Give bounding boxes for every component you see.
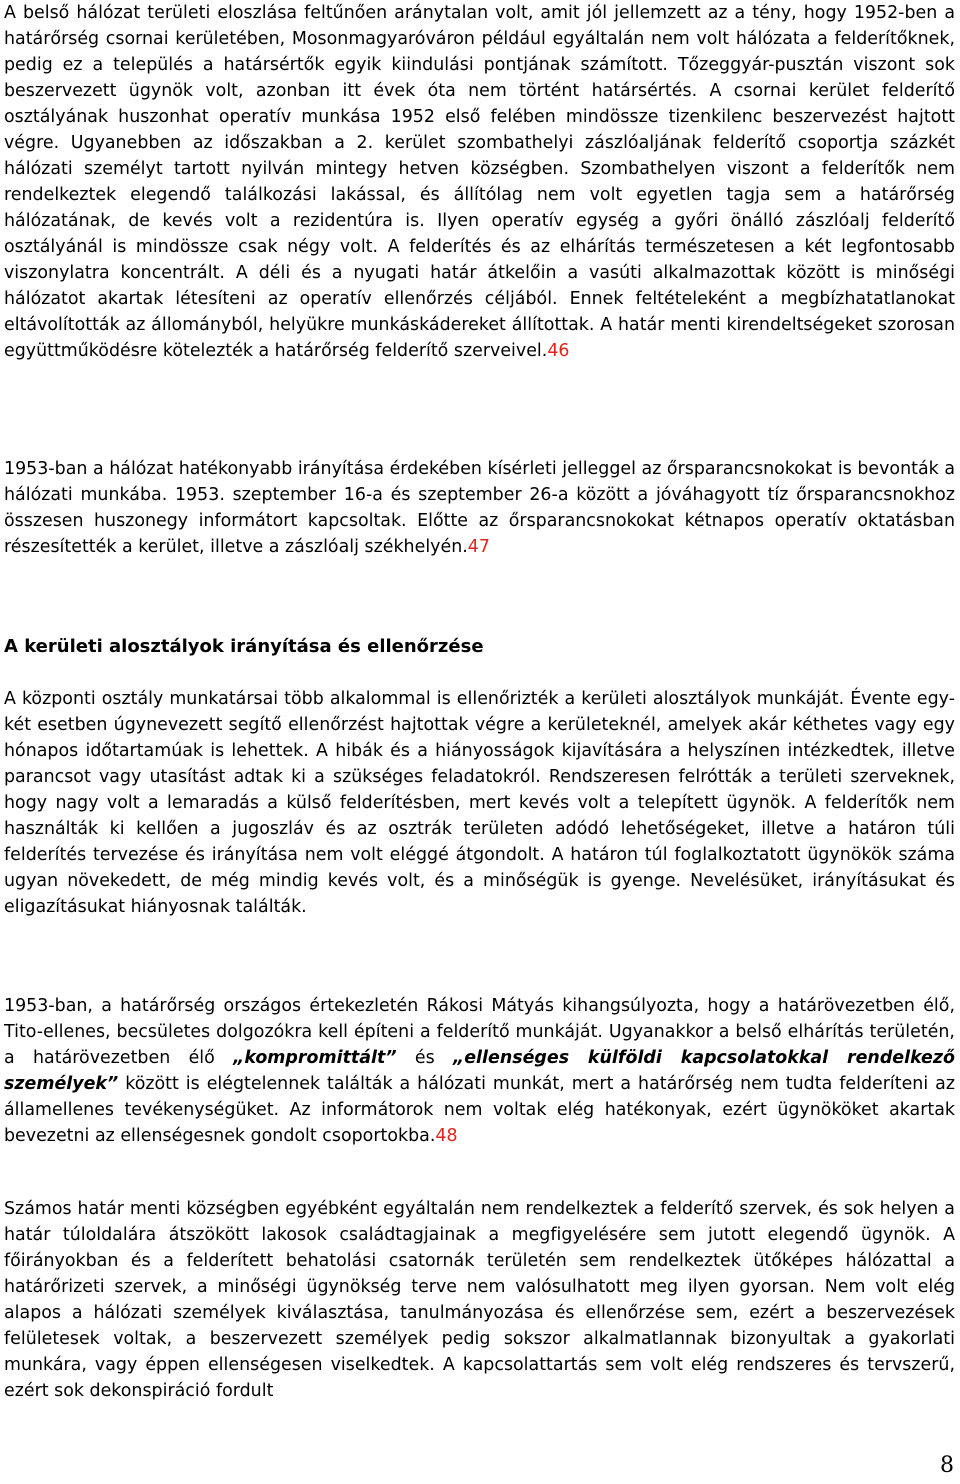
paragraph-central-inspection (4, 686, 955, 920)
emphasis-compromised: „kompromittált” (233, 1048, 397, 1068)
paragraph-national-conference (4, 993, 955, 1149)
page-number: 8 (940, 1453, 954, 1478)
paragraph-border-villages (4, 1196, 955, 1404)
emphasis-hostile-contacts: „ellenséges külföldi kapcsolatokkal rendelkező személyek” (4, 1048, 955, 1094)
paragraph-text-after: között is elégtelennek találták a hálózati munkát, mert a határőrség nem tudta felderíteni az államellenes tevékenységüket. Az informátorok nem voltak elég hatékonyak, ezért ügynököket akartak bevezetni az ellenségesnek gondolt csoportokba. (4, 1074, 955, 1146)
paragraph-text: Számos határ menti községben egyébként egyáltalán nem rendelkeztek a felderítő szervek, és sok helyen a határ túloldalára átszökött lakosok családtagjainak a megfigyelésére sem jutott elegendő ügynök. A főirányokban és a felderített behatolási csatornák területén sem rendelkeztek ütőképes hálózattal a határőrizeti szervek, a minőségi ügynökség terve nem valósulhatott meg ilyen gyorsan. Nem volt elég alapos a hálózati személyek kiválasztása, tanulmányozása és ellenőrzése sem, ezért a beszervezések felületesek voltak, a beszervezett személyek pedig sokszor alkalmatlannak bizonyultak a gyakorlati munkára, vagy éppen ellenségesen viselkedtek. A kapcsolattartás sem volt elég rendszeres és tervszerű, ezért sok dekonspiráció fordult (4, 1199, 955, 1401)
paragraph-text-before: 1953-ban, a határőrség országos értekezletén Rákosi Mátyás kihangsúlyozta, hogy a határövezetben élő, Tito-ellenes, becsületes dolgozókra kell építeni a felderítő munkáját. Ugyanakkor a belső elhárítás területén, a határövezetben élő (4, 996, 955, 1068)
paragraph-text: A belső hálózat területi eloszlása feltűnően aránytalan volt, amit jól jellemzett az a tény, hogy 1952-ben a határőrség csornai kerületében, Mosonmagyaróváron például egyáltalán nem volt hálózata a felderítőknek, pedig ez a település a határsértők egyik kiindulási pontjának számított. Tőzeggyár-pusztán viszont sok beszervezett ügynök volt, azonban itt évek óta nem történt határsértés. A csornai kerület felderítő osztályának huszonhat operatív munkása 1952 első felében mindössze tizenkilenc beszervezést hajtott végre. Ugyanebben az időszakban a 2. kerület szombathelyi zászlóaljának felderítő csoportja százkét hálózati személyt tartott nyilván mintegy hetven községben. Szombathelyen viszont a felderítők nem rendelkeztek elegendő találkozási lakással, és állítólag nem volt egyetlen tagja sem a határőrség hálózatának, de kevés volt a rezidentúra is. Ilyen operatív egység a győri önálló zászlóalj felderítő osztályánál is mindössze csak négy volt. A felderítés és az elhárítás természetesen a két legfontosabb viszonylatra koncentrált. A déli és a nyugati határ átkelőin a vasúti alkalmazottak között is minőségi hálózatot akartak létesíteni az operatív ellenőrzés céljából. Ennek feltételeként a megbízhatatlanokat eltávolították az állományból, helyükre munkáskádereket állítottak. A határ menti kirendeltségeket szorosan együttműködésre kötelezték a határőrség felderítő szerveivel. (4, 3, 955, 361)
footnote-ref-46[interactable]: 46 (547, 341, 570, 361)
footnote-ref-48[interactable]: 48 (435, 1126, 458, 1146)
paragraph-text-middle: és (396, 1048, 454, 1068)
section-heading: A kerületi alosztályok irányítása és ellenőrzése (4, 636, 484, 657)
paragraph-network-distribution (4, 0, 955, 364)
footnote-ref-47[interactable]: 47 (467, 537, 490, 557)
paragraph-text: 1953-ban a hálózat hatékonyabb irányítása érdekében kísérleti jelleggel az őrsparancsnokokat is bevonták a hálózati munkába. 1953. szeptember 16-a és szeptember 26-a között a jóváhagyott tíz őrsparancsnokhoz összesen huszonegy informátort kapcsoltak. Előtte az őrsparancsnokokat kétnapos operatív oktatásban részesítették a kerület, illetve a zászlóalj székhelyén. (4, 459, 955, 557)
paragraph-text: A központi osztály munkatársai több alkalommal is ellenőrizték a kerületi alosztályok munkáját. Évente egy-két esetben úgynevezett segítő ellenőrzést hajtottak végre a kerületeknél, amelyek akár kéthetes vagy egy hónapos időtartamúak is lehettek. A hibák és a hiányosságok kijavítására a helyszínen intézkedtek, illetve parancsot vagy utasítást adtak ki a szükséges feladatokról. Rendszeresen felrótták a területi szerveknek, hogy nagy volt a lemaradás a külső felderítésben, mert kevés volt a telepített ügynök. A felderítők nem használták ki kellően a jugoszláv és az osztrák területen adódó lehetőségeket, illetve a határon túli felderítés tervezése és irányítása nem volt eléggé átgondolt. A határon túl foglalkoztatott ügynökök száma ugyan növekedett, de még mindig kevés volt, és a minőségük is gyenge. Nevelésüket, irányításukat és eligazításukat hiányosnak találták. (4, 689, 955, 917)
paragraph-1953-post-commanders (4, 456, 955, 560)
